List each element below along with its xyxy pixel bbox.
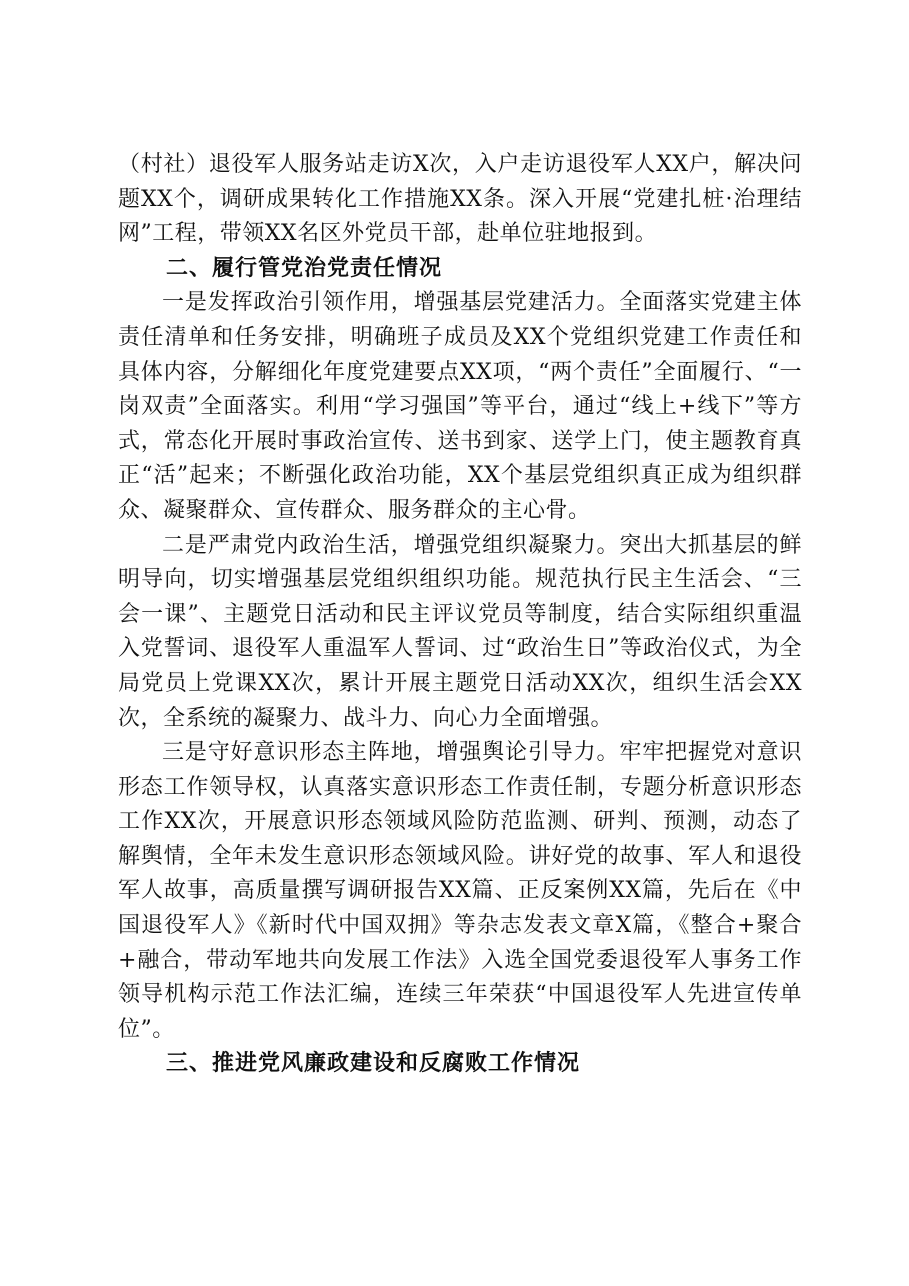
body-paragraph-2: 二是严肃党内政治生活，增强党组织凝聚力。突出大抓基层的鲜明导向，切实增强基层党组织组织功能。规范执行民主生活会、“三会一课”、主题党日活动和民主评议党员等制度，结合实际组织重温入党誓词、退役军人重温军人誓词、过“政治生日”等政治仪式，为全局党员上党课XX次，累计开展主题党日活动XX次，组织生活会XX次，全系统的凝聚力、战斗力、向心力全面增强。 bbox=[118, 532, 802, 731]
body-paragraph-continued: （村社）退役军人服务站走访X次，入户走访退役军人XX户，解决问题XX个，调研成果转化工作措施XX条。深入开展“党建扎桩·治理结网”工程，带领XX名区外党员干部，赴单位驻地报到。 bbox=[118, 152, 802, 247]
section-heading-2: 二、履行管党治党责任情况 bbox=[166, 255, 443, 281]
section-heading-3: 三、推进党风廉政建设和反腐败工作情况 bbox=[166, 1051, 581, 1077]
document-body bbox=[118, 148, 802, 1082]
body-paragraph-1: 一是发挥政治引领作用，增强基层党建活力。全面落实党建主体责任清单和任务安排，明确班子成员及XX个党组织党建工作责任和具体内容，分解细化年度党建要点XX项，“两个责任”全面履行、“一岗双责”全面落实。利用“学习强国”等平台，通过“线上+线下”等方式，常态化开展时事政治宣传、送书到家、送学上门，使主题教育真正“活”起来；不断强化政治功能，XX个基层党组织真正成为组织群众、凝聚群众、宣传群众、服务群众的主心骨。 bbox=[118, 290, 802, 523]
body-paragraph-3: 三是守好意识形态主阵地，增强舆论引导力。牢牢把握党对意识形态工作领导权，认真落实意识形态工作责任制，专题分析意识形态工作XX次，开展意识形态领域风险防范监测、研判、预测，动态了解舆情，全年未发生意识形态领域风险。讲好党的故事、军人和退役军人故事，高质量撰写调研报告XX篇、正反案例XX篇，先后在《中国退役军人》《新时代中国双拥》等杂志发表文章X篇，《整合+聚合+融合，带动军地共向发展工作法》入选全国党委退役军人事务工作领导机构示范工作法汇编，连续三年荣获“中国退役军人先进宣传单位”。 bbox=[118, 740, 802, 1042]
